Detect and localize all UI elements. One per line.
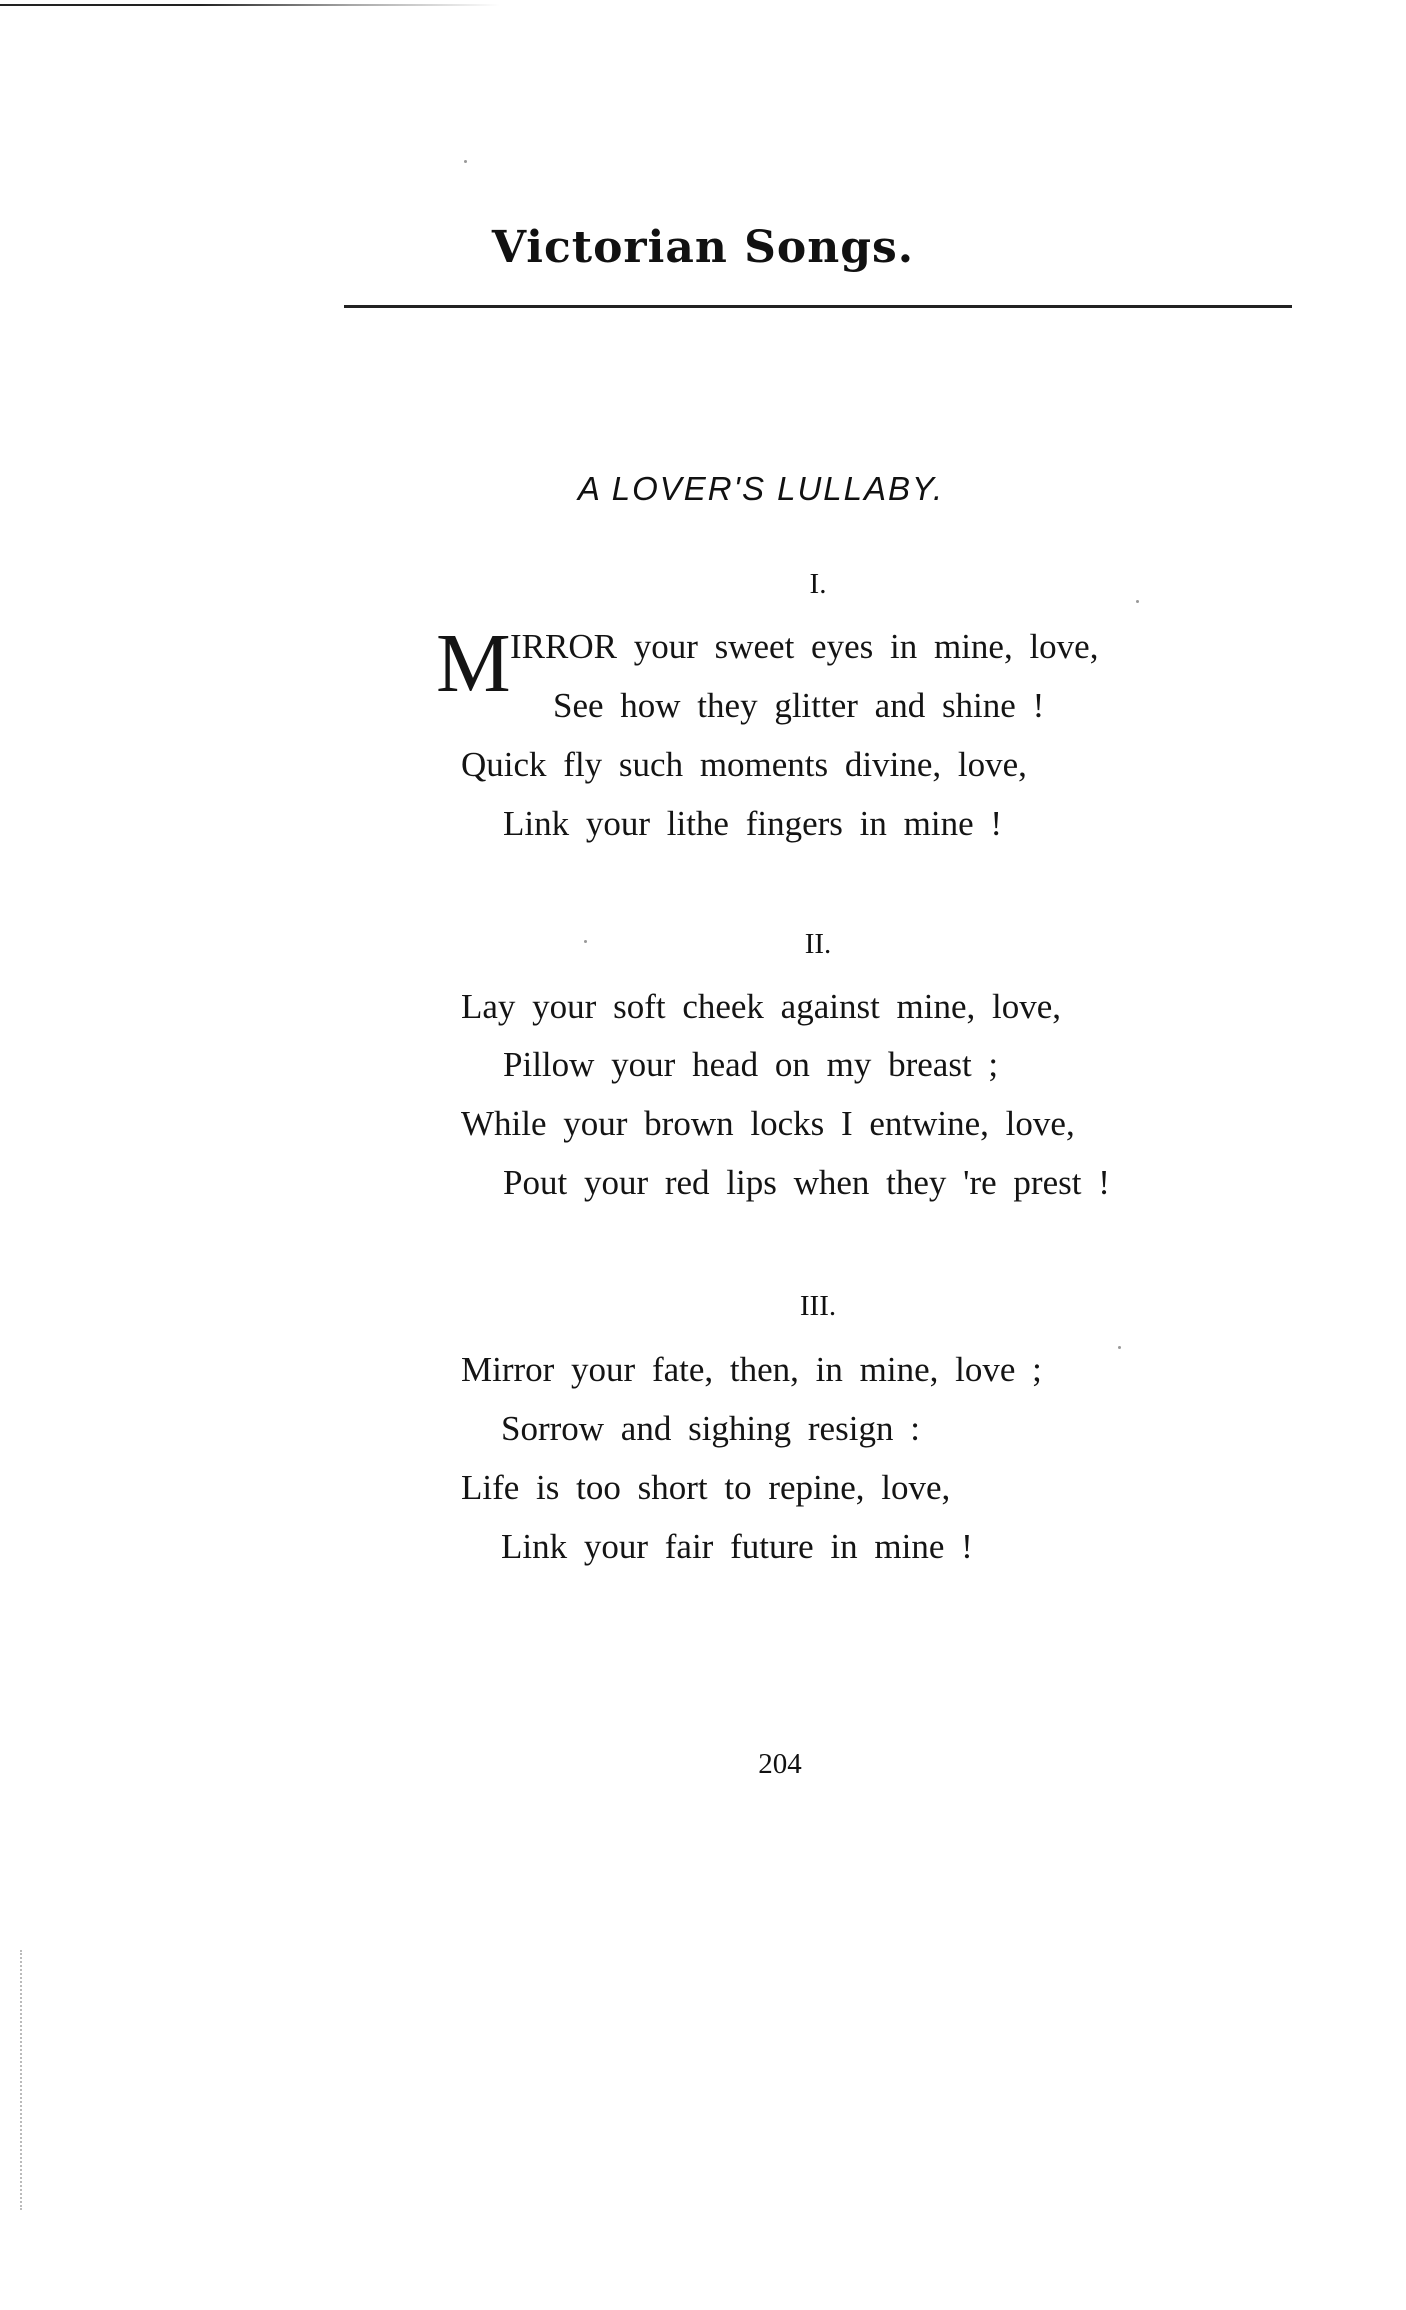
header-rule <box>344 305 1292 308</box>
verse-line-2-3: While your brown locks I entwine, love, <box>461 1104 1075 1143</box>
verse-line-3-1: Mirror your fate, then, in mine, love ; <box>461 1350 1042 1389</box>
verse-line-1-1: IRROR your sweet eyes in mine, love, <box>510 627 1099 666</box>
stanza-number-3: III. <box>799 1290 837 1322</box>
verse-line-3-4: Link your fair future in mine ! <box>501 1527 973 1566</box>
dropcap-letter: M <box>436 617 511 710</box>
verse-line-2-1: Lay your soft cheek against mine, love, <box>461 987 1062 1026</box>
stanza-number-1: I. <box>809 568 827 600</box>
page-edge-mark <box>0 4 500 6</box>
verse-line-1-3: Quick fly such moments divine, love, <box>461 745 1027 784</box>
page-number: 204 <box>758 1748 802 1780</box>
verse-line-1-4: Link your lithe fingers in mine ! <box>503 804 1003 843</box>
page-edge-dots <box>20 1950 24 2210</box>
stanza-number-2: II. <box>804 928 832 960</box>
scan-speck <box>1118 1346 1121 1349</box>
poem-title: A LOVER'S LULLABY. <box>577 470 945 507</box>
scan-speck <box>584 940 587 943</box>
verse-line-1-2: See how they glitter and shine ! <box>553 686 1045 725</box>
verse-line-3-3: Life is too short to repine, love, <box>461 1468 951 1507</box>
scan-speck <box>1136 600 1139 603</box>
verse-line-3-2: Sorrow and sighing resign : <box>501 1409 920 1448</box>
verse-line-2-2: Pillow your head on my breast ; <box>503 1045 999 1084</box>
scan-speck <box>464 160 467 163</box>
running-head-text: Victorian Songs. <box>491 222 915 273</box>
running-head <box>126 222 1280 273</box>
verse-line-2-4: Pout your red lips when they 're prest ! <box>503 1163 1110 1202</box>
